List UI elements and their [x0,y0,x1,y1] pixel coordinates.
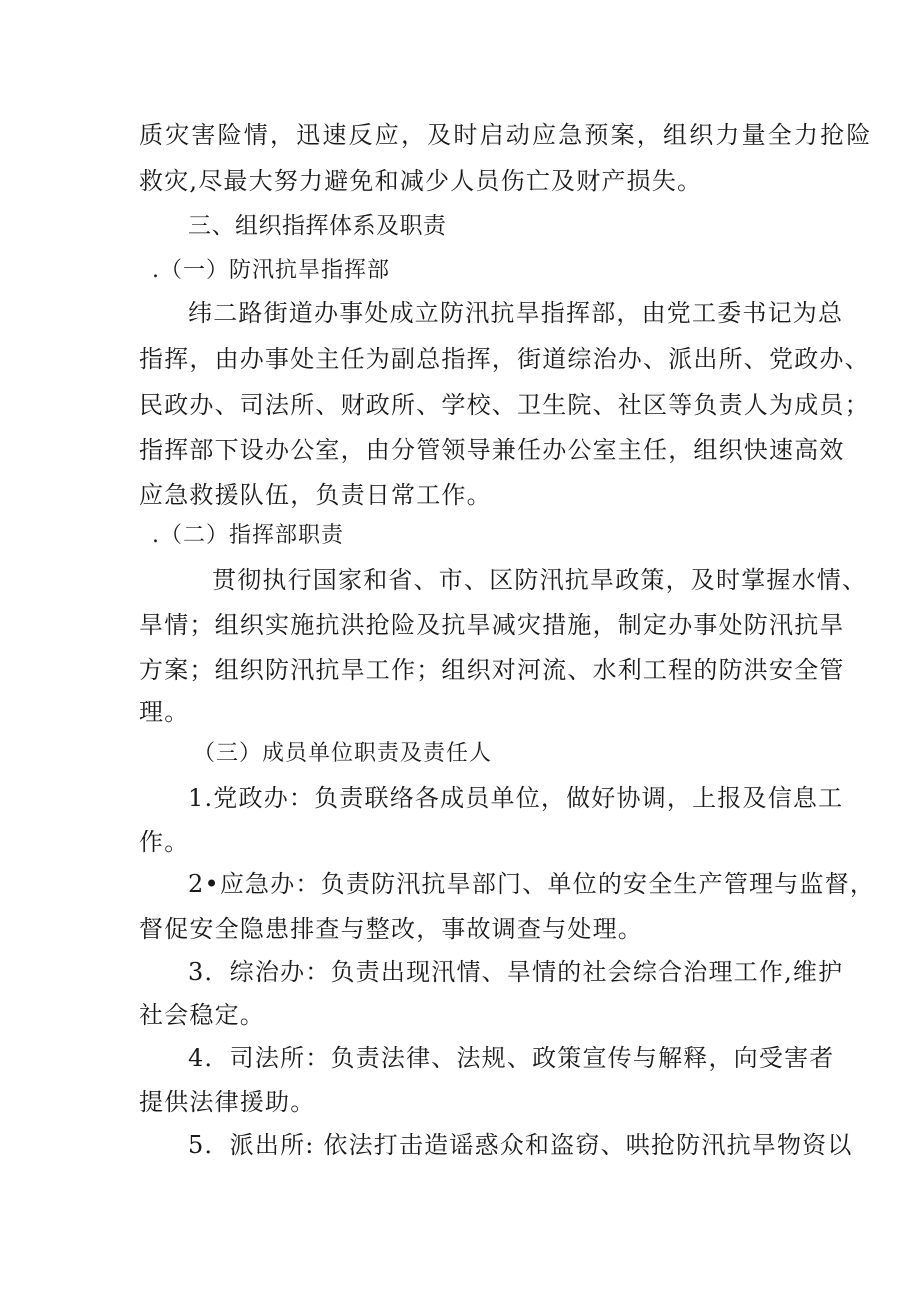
paragraph-line: 理。 [139,698,190,726]
list-item: 5．派出所: 依法打击造谣惑众和盗窃、哄抢防汛抗旱物资以 [188,1131,853,1159]
list-item: 4．司法所：负责法律、法规、政策宣传与解释，向受害者 [188,1044,835,1072]
paragraph-line: 应急救援队伍，负责日常工作。 [139,481,492,509]
paragraph-line: 作。 [139,828,190,856]
list-item: 3．综治办：负责出现汛情、旱情的社会综合治理工作,维护 [188,958,844,986]
list-item: 2•应急办：负责防汛抗旱部门、单位的安全生产管理与监督， [188,870,876,898]
paragraph-line: 救灾,尽最大努力避免和减少人员伤亡及财产损失。 [139,167,703,195]
list-item: 1.党政办：负责联络各成员单位，做好协调，上报及信息工 [188,784,844,812]
paragraph-line: 旱情；组织实施抗洪抢险及抗旱减灾措施，制定办事处防汛抗旱 [139,611,845,639]
paragraph-line: 质灾害险情，迅速反应，及时启动应急预案，组织力量全力抢险 [139,121,873,149]
paragraph-line: 社会稳定。 [139,1001,265,1029]
paragraph-line: 民政办、司法所、财政所、学校、卫生院、社区等负责人为成员； [139,391,870,419]
paragraph-line: 纬二路街道办事处成立防汛抗旱指挥部，由党工委书记为总 [188,299,844,327]
section-heading: 三、组织指挥体系及职责 [188,213,447,239]
paragraph-line: 贯彻执行国家和省、市、区防汛抗旱政策，及时掌握水情、 [212,566,868,594]
subsection-heading: .（二）指挥部职责 [152,523,344,548]
paragraph-line: 指挥部下设办公室，由分管领导兼任办公室主任，组织快速高效 [139,436,845,464]
paragraph-line: 指挥，由办事处主任为副总指挥，街道综治办、派出所、党政办、 [139,345,870,373]
subsection-heading: .（一）防汛抗旱指挥部 [152,258,390,283]
paragraph-line: 方案；组织防汛抗旱工作；组织对河流、水利工程的防洪安全管 [139,656,845,684]
paragraph-line: 督促安全隐患排查与整改，事故调查与处理。 [139,915,643,943]
subsection-heading: （三）成员单位职责及责任人 [193,741,493,766]
paragraph-line: 提供法律援助。 [139,1088,316,1116]
